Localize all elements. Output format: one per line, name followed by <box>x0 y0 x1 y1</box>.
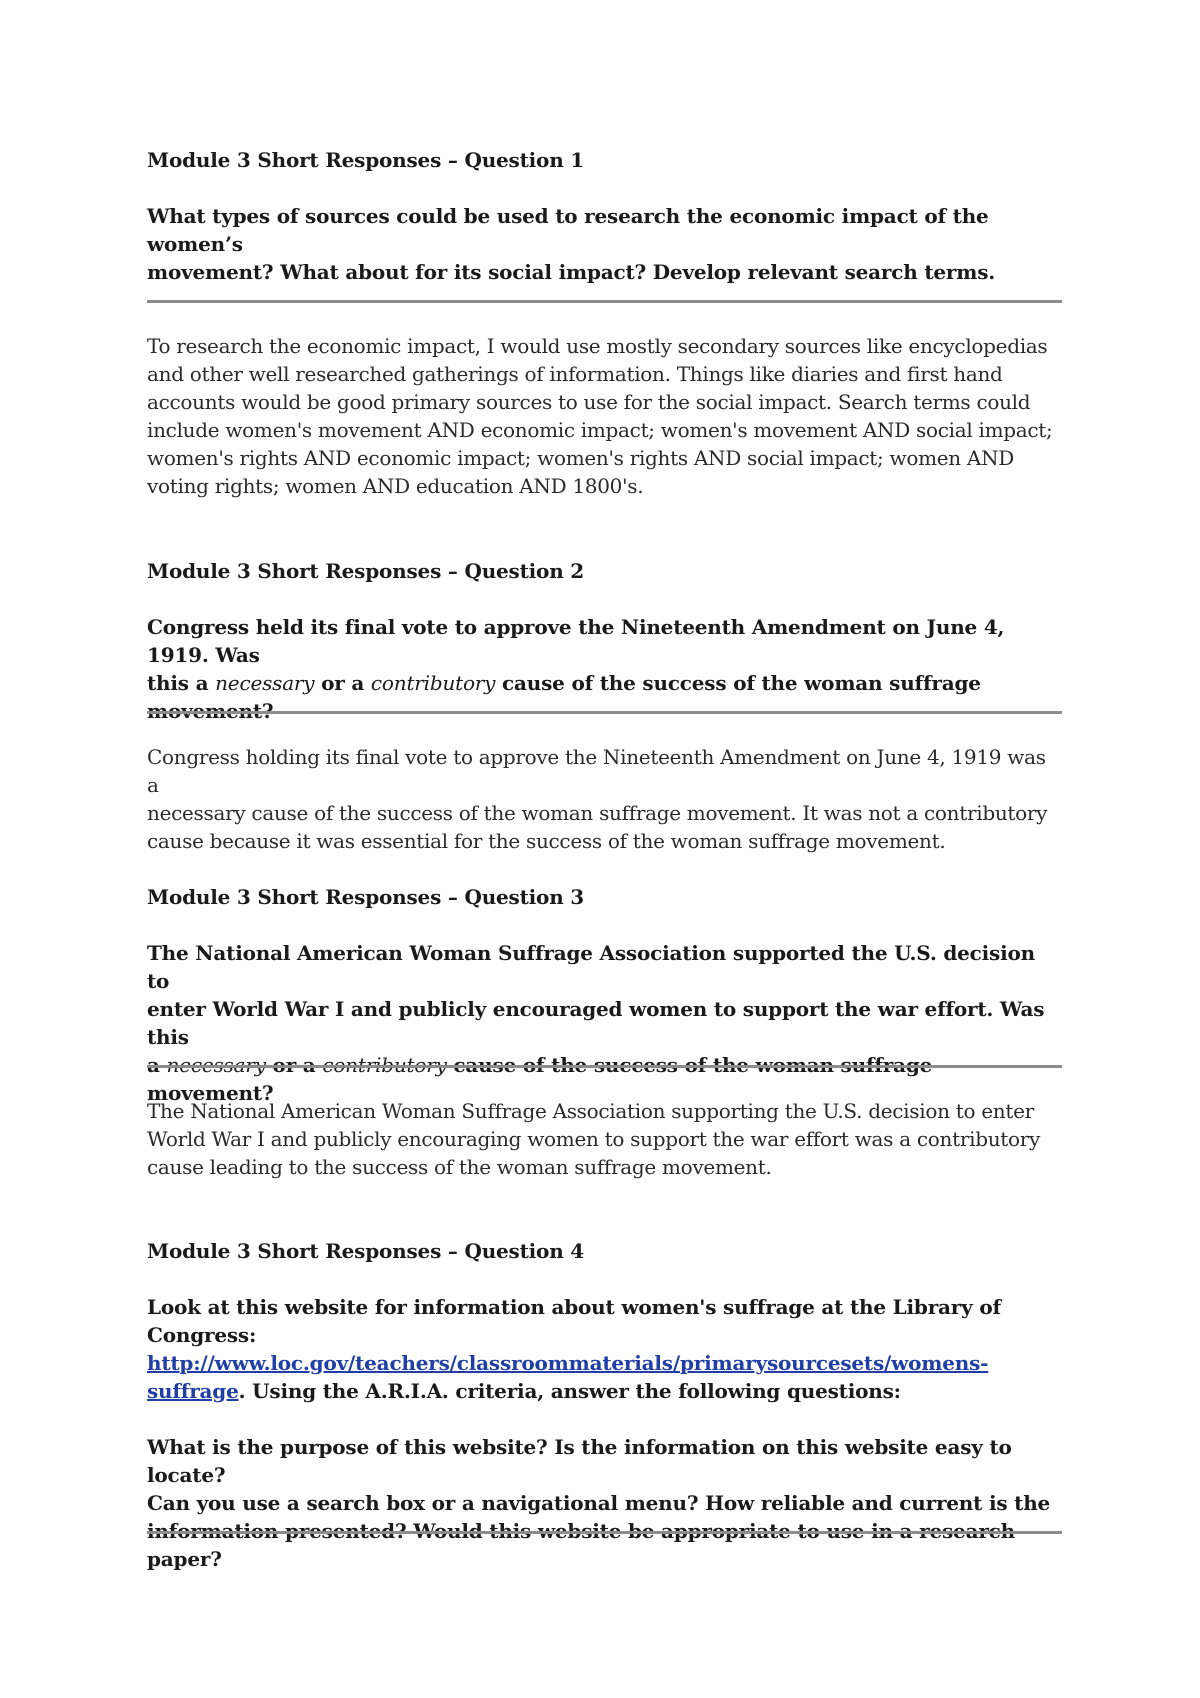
answer-1 <box>147 332 1062 500</box>
answer-4-rule <box>147 1531 1062 1534</box>
prompt-text: . Using the A.R.I.A. criteria, answer the following questions: <box>238 1379 901 1403</box>
question-3-prompt-line: enter World War I and publicly encouraged women to support the war effort. Was this <box>147 997 1045 1049</box>
question-1-prompt-line: What types of sources could be used to research the economic impact of the women’s <box>147 204 989 256</box>
question-2-prompt-line: Congress held its final vote to approve the Nineteenth Amendment on June 4, 1919. Was <box>147 615 1005 667</box>
loc-website-link[interactable]: http://www.loc.gov/teachers/classroommaterials/primarysourcesets/womens- <box>147 1351 989 1375</box>
answer-3-rule <box>147 1065 1062 1068</box>
question-4-prompt-line <box>147 1377 1062 1405</box>
answer-3 <box>147 1097 1062 1181</box>
prompt-italic-term: contributory <box>370 671 496 695</box>
answer-2-line: cause because it was essential for the success of the woman suffrage movement. <box>147 829 946 853</box>
prompt-text: Congress: <box>147 1323 257 1347</box>
question-1-prompt-line: movement? What about for its social impact? Develop relevant search terms. <box>147 260 996 284</box>
question-4-block <box>147 1237 1062 1573</box>
answer-1-line: women's rights AND economic impact; women's rights AND social impact; women AND <box>147 446 1015 470</box>
answer-1-line: accounts would be good primary sources to use for the social impact. Search terms could <box>147 390 1031 414</box>
answer-3-line: The National American Woman Suffrage Association supporting the U.S. decision to enter <box>147 1099 1034 1123</box>
prompt-text: a <box>147 1053 167 1077</box>
question-4-prompt <box>147 1293 1062 1405</box>
answer-1-line: and other well researched gatherings of information. Things like diaries and first hand <box>147 362 1003 386</box>
question-4-subquestion-line: What is the purpose of this website? Is the information on this website easy to locate? <box>147 1435 1012 1487</box>
prompt-text: or a <box>314 671 371 695</box>
prompt-italic-term: necessary <box>166 1053 266 1077</box>
prompt-text: or a <box>265 1053 323 1077</box>
question-4-heading: Module 3 Short Responses – Question 4 <box>147 1239 585 1263</box>
prompt-italic-term: contributory <box>322 1053 447 1077</box>
question-2-block <box>147 557 1062 725</box>
question-1-block <box>147 146 1062 286</box>
answer-2-rule <box>147 711 1062 714</box>
question-3-prompt-line: The National American Woman Suffrage Association supported the U.S. decision to <box>147 941 1035 993</box>
prompt-italic-term: necessary <box>215 671 315 695</box>
answer-1-line: voting rights; women AND education AND 1800's. <box>147 474 644 498</box>
loc-website-link-continued[interactable]: suffrage <box>147 1379 239 1403</box>
answer-1-rule <box>147 300 1062 303</box>
question-1-prompt <box>147 202 1062 286</box>
question-1-heading: Module 3 Short Responses – Question 1 <box>147 148 585 172</box>
answer-1-line: To research the economic impact, I would use mostly secondary sources like encyclopedias <box>147 334 1048 358</box>
question-3-prompt <box>147 939 1062 1107</box>
question-3-block <box>147 883 1062 1107</box>
question-4-subquestion-line: information presented? Would this website be appropriate to use in a research paper? <box>147 1519 1015 1571</box>
question-2-prompt <box>147 613 1062 725</box>
question-4-prompt-line <box>147 1321 1062 1377</box>
question-4-subquestions <box>147 1433 1062 1573</box>
question-4-subquestion-line: Can you use a search box or a navigational menu? How reliable and current is the <box>147 1491 1051 1515</box>
answer-3-line: cause leading to the success of the woman suffrage movement. <box>147 1155 772 1179</box>
prompt-text: cause of the success of the woman suffrage movement? <box>147 671 981 723</box>
question-2-prompt-line <box>147 669 1062 725</box>
question-2-heading: Module 3 Short Responses – Question 2 <box>147 559 585 583</box>
answer-1-line: include women's movement AND economic impact; women's movement AND social impact; <box>147 418 1053 442</box>
question-4-prompt-line: Look at this website for information about women's suffrage at the Library of <box>147 1295 1001 1319</box>
answer-2-line: necessary cause of the success of the woman suffrage movement. It was not a contributory <box>147 801 1048 825</box>
answer-3-line: World War I and publicly encouraging women to support the war effort was a contributory <box>147 1127 1041 1151</box>
answer-2-line: Congress holding its final vote to approve the Nineteenth Amendment on June 4, 1919 was a <box>147 745 1046 797</box>
prompt-text: cause of the success of the woman suffrage movement? <box>147 1053 933 1105</box>
question-3-heading: Module 3 Short Responses – Question 3 <box>147 885 585 909</box>
prompt-text: this a <box>147 671 216 695</box>
answer-2 <box>147 743 1062 855</box>
